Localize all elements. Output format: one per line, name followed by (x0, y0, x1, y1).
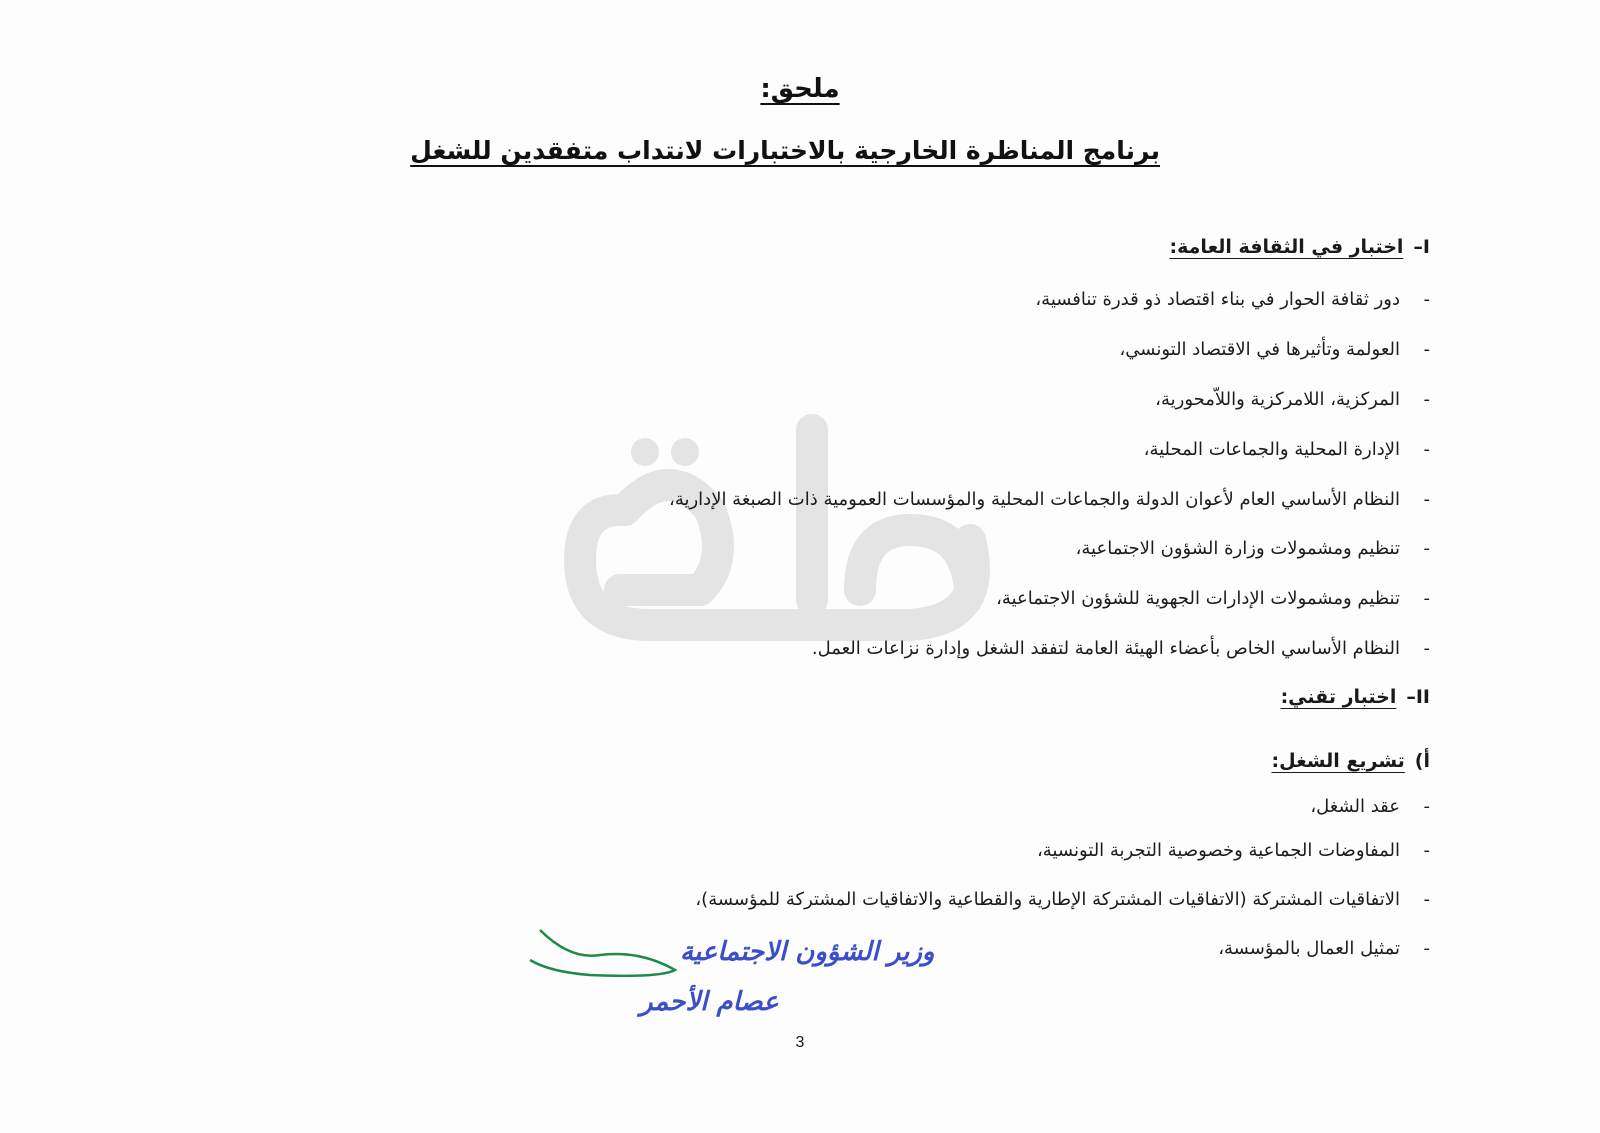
section-title: اختبار تقني: (1280, 686, 1397, 708)
list-item-text: النظام الأساسي العام لأعوان الدولة والجماعات المحلية والمؤسسات العمومية ذات الصبغة الإدارية، (669, 489, 1400, 510)
page-number: 3 (795, 1034, 805, 1051)
list-marker: - (1423, 289, 1430, 310)
list-marker: - (1423, 439, 1430, 460)
list-item (1035, 289, 1430, 310)
list-item (1218, 938, 1430, 959)
list-item (996, 588, 1430, 609)
list-item (1310, 796, 1430, 817)
list-marker: - (1423, 538, 1430, 559)
list-item-text: الاتفاقيات المشتركة (الاتفاقيات المشتركة الإطارية والقطاعية والاتفاقيات المشتركة للمؤسسة)، (695, 889, 1400, 910)
list-item-text: المفاوضات الجماعية وخصوصية التجربة التونسية، (1037, 840, 1400, 861)
list-marker: - (1423, 796, 1430, 817)
list-marker: - (1423, 840, 1430, 861)
signature-line-1: وزير الشؤون الاجتماعية (680, 937, 935, 967)
minister-signature (440, 930, 935, 1040)
section-general-heading (1170, 236, 1430, 258)
list-item-text: العولمة وتأثيرها في الاقتصاد التونسي، (1119, 339, 1400, 360)
list-item (1144, 439, 1430, 460)
list-item (1037, 840, 1430, 861)
list-item-text: عقد الشغل، (1310, 796, 1400, 817)
list-item-text: تمثيل العمال بالمؤسسة، (1218, 938, 1400, 959)
list-item (1155, 389, 1430, 410)
list-marker: - (1423, 389, 1430, 410)
list-item-text: المركزية، اللامركزية واللاّمحورية، (1155, 389, 1400, 410)
signature-stroke (530, 930, 675, 976)
section-number: أ) (1414, 750, 1430, 772)
list-item-text: تنظيم ومشمولات وزارة الشؤون الاجتماعية، (1075, 538, 1400, 559)
annex-title: ملحق: (760, 74, 840, 104)
list-item (695, 889, 1430, 910)
section-number: II– (1406, 686, 1430, 708)
list-marker: - (1423, 889, 1430, 910)
list-marker: - (1423, 489, 1430, 510)
section-labor-law-heading (1272, 750, 1430, 772)
section-number: I– (1413, 236, 1430, 258)
main-title: برنامج المناظرة الخارجية بالاختبارات لانتداب متفقدين للشغل (410, 136, 1160, 165)
list-item-text: دور ثقافة الحوار في بناء اقتصاد ذو قدرة تنافسية، (1035, 289, 1400, 310)
section-title: تشريع الشغل: (1271, 750, 1405, 772)
list-marker: - (1423, 339, 1430, 360)
list-item (1076, 538, 1430, 559)
list-item (669, 489, 1430, 510)
list-item (812, 638, 1430, 659)
list-item-text: النظام الأساسي الخاص بأعضاء الهيئة العامة لتفقد الشغل وإدارة نزاعات العمل. (811, 638, 1400, 659)
list-item-text: الإدارة المحلية والجماعات المحلية، (1143, 439, 1400, 460)
list-marker: - (1423, 938, 1430, 959)
list-marker: - (1423, 638, 1430, 659)
signature-line-2: عصام الأحمر (640, 987, 779, 1017)
section-title: اختبار في الثقافة العامة: (1169, 236, 1404, 258)
section-technical-heading (1281, 686, 1430, 708)
list-item (1119, 339, 1430, 360)
list-marker: - (1423, 588, 1430, 609)
list-item-text: تنظيم ومشمولات الإدارات الجهوية للشؤون الاجتماعية، (996, 588, 1400, 609)
